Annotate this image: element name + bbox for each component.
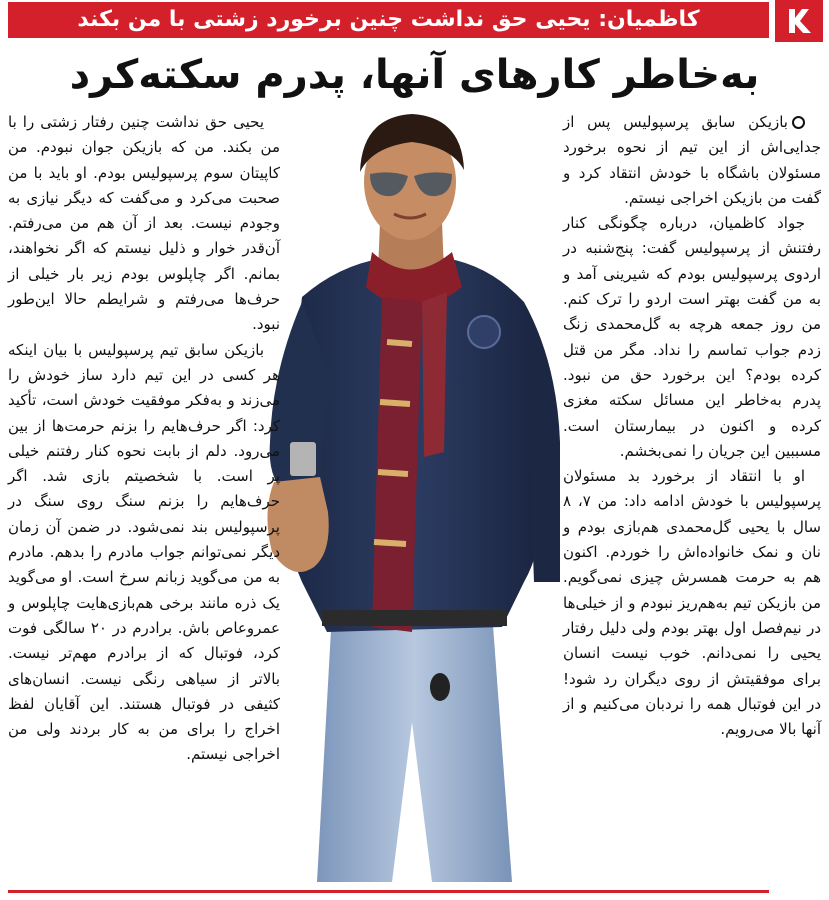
bullet-icon xyxy=(792,116,805,129)
paragraph xyxy=(563,110,821,211)
article-column-left xyxy=(8,110,280,768)
paragraph: بازیکن سابق تیم پرسپولیس با بیان اینکه هر کسی در این تیم دارد ساز خودش را می‌زند و به‌فکر موفقیت خودش است، تأکید کرد: اگر حرف‌هایم را بزنم حرمت‌ها از بین می‌رود. دلم از بابت نحوه کنار رفتنم خیلی پر است. با شخصیتم بازی شد. اگر حرف‌هایم را بزنم سنگ روی سنگ در پرسپولیس بند نمی‌شود. در ضمن آن زمان دیگر نمی‌توانم جواب مادرم را بدهم. مادرم به من می‌گوید زبانم سرخ است. او می‌گوید یک ذره مانند برخی هم‌بازی‌هایت چاپلوس و عمروعاص باش. برادرم در ۲۰ سالگی فوت کرد، فوتبال که از برادرم مهم‌تر نیست. بالاتر از سیاهی رنگی نیست. انسان‌های کثیفی در فوتبال هستند. این آقایان لفظ اخراج را برای من به کار بردند ولی من اخراجی نیستم. xyxy=(8,340,280,764)
paragraph-text: بازیکن سابق پرسپولیس پس از جدایی‌اش از این تیم از نحوه برخورد مسئولان باشگاه با خودش انتقاد کرد و گفت من بازیکن اخراجی نیستم. xyxy=(563,113,821,207)
footer-rule xyxy=(0,886,829,900)
brand-logo-icon xyxy=(775,0,823,42)
article-headline: به‌خاطر کارهای آنها، پدرم سکته‌کرد xyxy=(69,52,760,98)
paragraph: جواد کاظمیان، درباره چگونگی کنار رفتنش از پرسپولیس گفت: پنج‌شنبه در اردوی پرسپولیس بودم که شیرینی آمد و به من گفت بهتر است اردو را ترک کنم. من روز جمعه هرچه به گل‌محمدی زنگ زدم جواب تماسم را نداد. مگر من قتل کرده بودم؟ این برخورد حق من نبود. پدرم به‌خاطر این مسائل سکته مغزی کرده و اکنون در بیمارستان است. مسببین این جریان را نمی‌بخشم. xyxy=(563,214,821,460)
article-kicker: کاظمیان: یحیی حق نداشت چنین برخورد زشتی با من بکند xyxy=(8,2,769,38)
paragraph: او با انتقاد از برخورد بد مسئولان پرسپولیس با خودش ادامه داد: من ۷، ۸ سال با یحیی گل‌محمدی هم‌بازی بودم و نان و نمک خانواده‌اش را خوردم. اکنون هم به حرمت همسرش چیزی نمی‌گویم. من بازیکن تیم به‌هم‌ریز نبودم و از خیلی‌ها در نیم‌فصل اول بهتر بودم ولی دلیل رفتار یحیی را نمی‌دانم. خوب نیست انسان برای موفقیتش از روی دیگران رد شود! در این فوتبال همه را نردبان می‌کنیم و از آنها بالا می‌رویم. xyxy=(563,467,822,739)
player-photo xyxy=(262,112,562,882)
paragraph: یحیی حق نداشت چنین رفتار زشتی را با من بکند. من که بازیکن جوان نبودم. من کاپیتان سوم پرسپولیس بودم. او باید با من صحبت می‌کرد و می‌گفت که دیگر نیازی به وجودم نیست. بعد از آن هم من می‌رفتم. آن‌قدر خوار و ذلیل نیستم که اگر نخواهند، بمانم. اگر چاپلوس بودم زیر بار خیلی از حرف‌ها می‌رفتم و شرایطم حالا این‌طور نبود. xyxy=(8,113,280,334)
masthead-bar xyxy=(0,0,829,44)
article-column-right xyxy=(563,110,821,742)
